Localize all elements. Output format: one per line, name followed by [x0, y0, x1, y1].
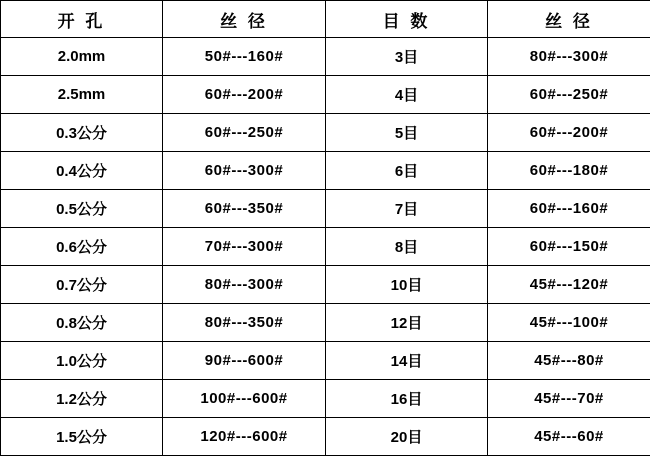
cell-wire-1: 100#---600#: [163, 380, 326, 418]
cell-wire-1: 80#---350#: [163, 304, 326, 342]
cell-wire-2: 60#---250#: [488, 76, 650, 114]
cell-hole: 0.8公分: [1, 304, 163, 342]
cell-mesh: 5目: [326, 114, 488, 152]
cell-mesh: 7目: [326, 190, 488, 228]
cell-wire-2: 60#---180#: [488, 152, 650, 190]
cell-wire-1: 120#---600#: [163, 418, 326, 456]
cell-wire-1: 90#---600#: [163, 342, 326, 380]
column-header-mesh-count: 目 数: [326, 1, 488, 38]
column-header-hole: 开 孔: [1, 1, 163, 38]
table-row: [1, 380, 650, 418]
table-row: [1, 114, 650, 152]
table-row: [1, 38, 650, 76]
cell-hole: 1.2公分: [1, 380, 163, 418]
cell-hole: 0.4公分: [1, 152, 163, 190]
cell-hole: 2.0mm: [1, 38, 163, 76]
table-row: [1, 418, 650, 456]
table-row: [1, 304, 650, 342]
table-body: [1, 38, 650, 456]
cell-mesh: 8目: [326, 228, 488, 266]
cell-hole: 0.5公分: [1, 190, 163, 228]
cell-wire-2: 60#---160#: [488, 190, 650, 228]
cell-hole: 2.5mm: [1, 76, 163, 114]
cell-mesh: 4目: [326, 76, 488, 114]
cell-mesh: 3目: [326, 38, 488, 76]
cell-wire-2: 80#---300#: [488, 38, 650, 76]
cell-wire-2: 60#---200#: [488, 114, 650, 152]
table-row: [1, 76, 650, 114]
cell-hole: 1.0公分: [1, 342, 163, 380]
cell-wire-1: 60#---300#: [163, 152, 326, 190]
cell-mesh: 14目: [326, 342, 488, 380]
cell-wire-1: 60#---250#: [163, 114, 326, 152]
cell-wire-1: 60#---200#: [163, 76, 326, 114]
cell-wire-2: 45#---70#: [488, 380, 650, 418]
cell-hole: 0.7公分: [1, 266, 163, 304]
column-header-wire-diameter-1: 丝 径: [163, 1, 326, 38]
cell-mesh: 12目: [326, 304, 488, 342]
cell-wire-1: 80#---300#: [163, 266, 326, 304]
cell-mesh: 20目: [326, 418, 488, 456]
table-row: [1, 152, 650, 190]
cell-wire-1: 50#---160#: [163, 38, 326, 76]
table-row: [1, 228, 650, 266]
column-header-wire-diameter-2: 丝 径: [488, 1, 650, 38]
cell-mesh: 16目: [326, 380, 488, 418]
table-header: [1, 1, 650, 38]
cell-wire-1: 70#---300#: [163, 228, 326, 266]
table-row: [1, 266, 650, 304]
cell-wire-2: 45#---80#: [488, 342, 650, 380]
cell-hole: 0.6公分: [1, 228, 163, 266]
cell-wire-2: 60#---150#: [488, 228, 650, 266]
cell-mesh: 6目: [326, 152, 488, 190]
cell-wire-2: 45#---60#: [488, 418, 650, 456]
table-row: [1, 190, 650, 228]
cell-wire-2: 45#---100#: [488, 304, 650, 342]
cell-hole: 0.3公分: [1, 114, 163, 152]
cell-wire-1: 60#---350#: [163, 190, 326, 228]
cell-mesh: 10目: [326, 266, 488, 304]
table-header-row: [1, 1, 650, 38]
table-row: [1, 342, 650, 380]
cell-hole: 1.5公分: [1, 418, 163, 456]
cell-wire-2: 45#---120#: [488, 266, 650, 304]
